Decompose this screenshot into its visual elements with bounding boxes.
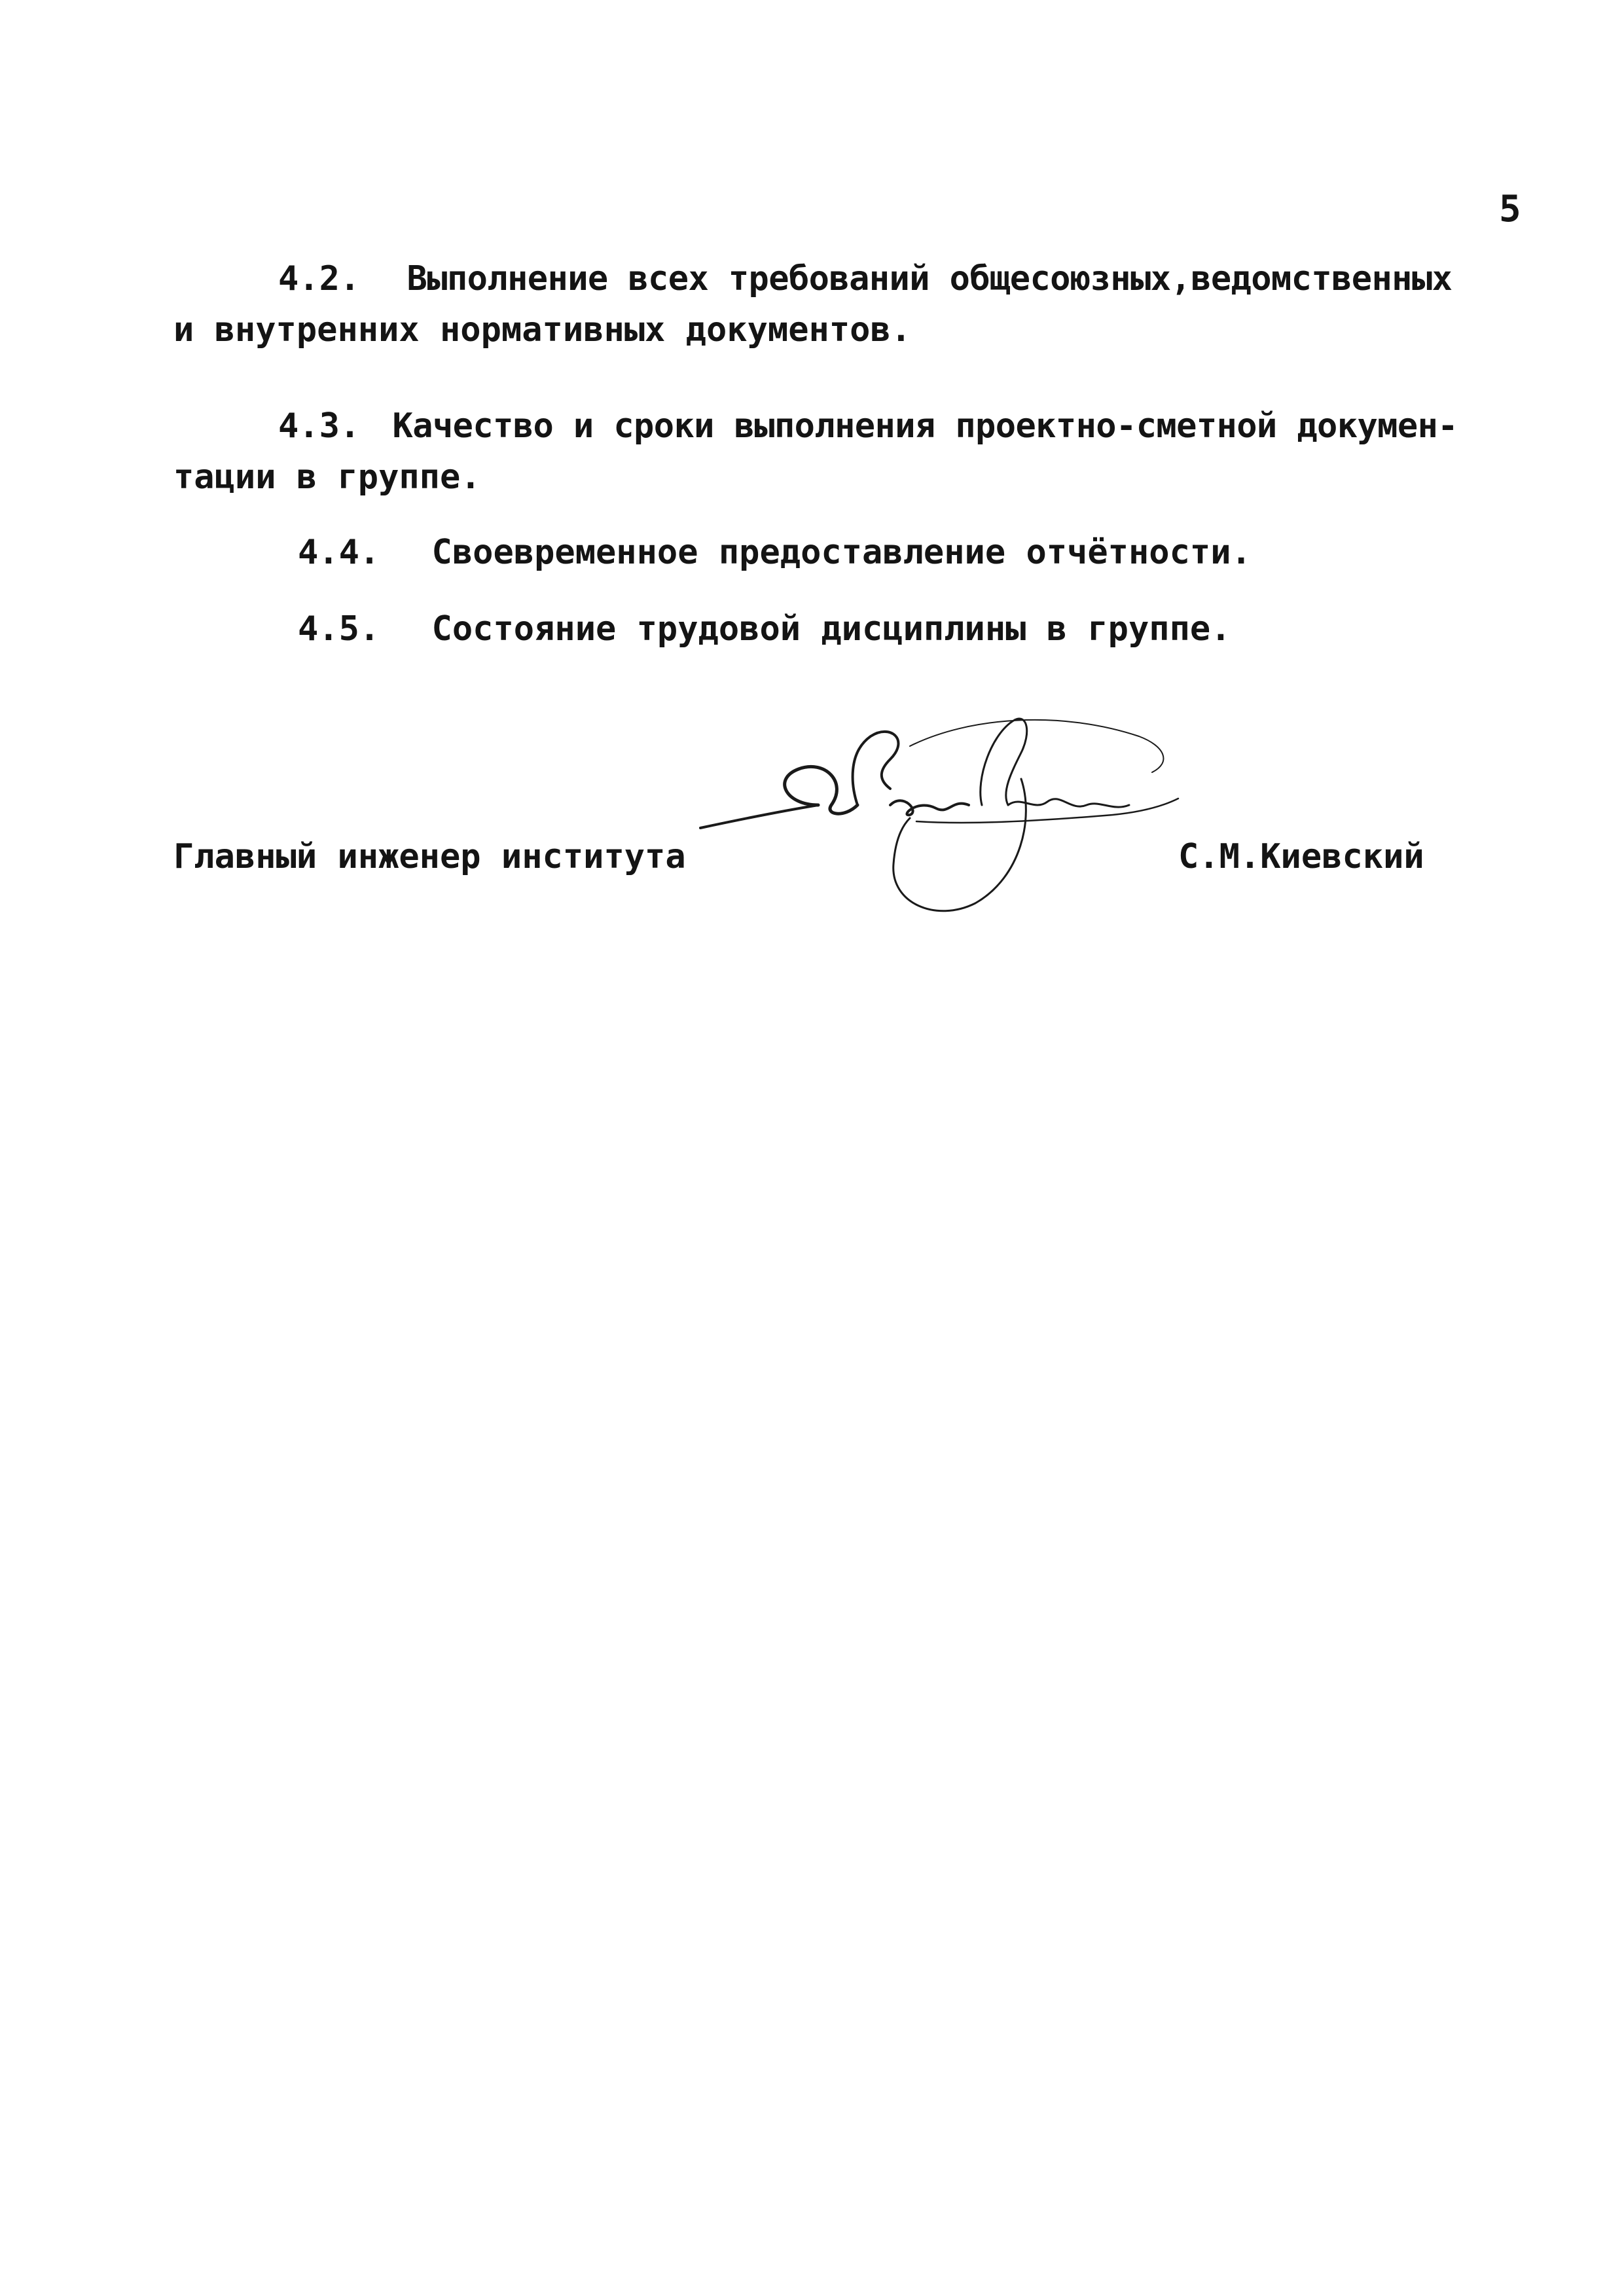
item-number: 4.3. [278,406,361,446]
item-text: Выполнение всех требований общесоюзных,ведомственных [406,259,1453,298]
item-text: Качество и сроки выполнения проектно-сметной докумен- [392,406,1458,446]
item-number: 4.5. [298,609,380,649]
item-text: Состояние трудовой дисциплины в группе. [431,609,1231,649]
signatory-position: Главный инженер института [173,837,686,876]
signatory-name: С.М.Киевский [1178,837,1424,876]
item-4-2-line2: и внутренних нормативных документов. [173,310,912,350]
item-text: Своевременное предоставление отчётности. [431,533,1252,572]
item-4-5 [298,609,1231,649]
item-4-2-line1 [278,259,1453,298]
item-4-3-line1 [278,406,1458,446]
item-number: 4.2. [278,259,361,298]
item-4-4 [298,533,1252,572]
item-number: 4.4. [298,533,380,572]
handwritten-signature [694,707,1191,929]
item-4-3-line2: тации в группе. [173,457,481,497]
page-number: 5 [1499,188,1521,230]
